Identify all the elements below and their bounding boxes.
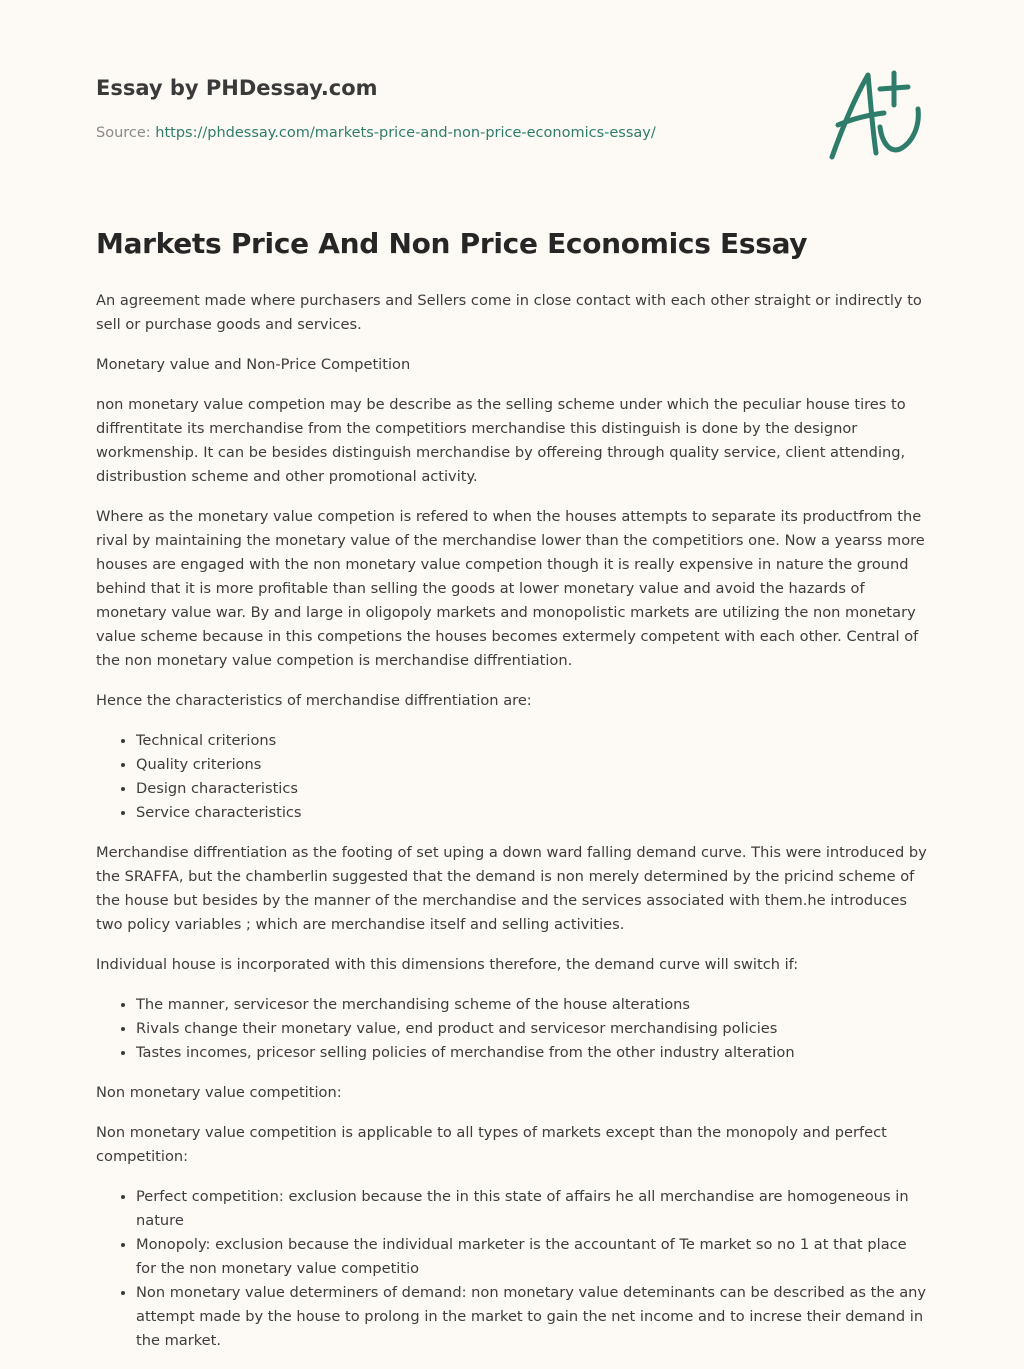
source-label: Source: xyxy=(96,125,151,141)
list-item: • Quality criterions xyxy=(136,753,928,777)
paragraph: Hence the characteristics of merchandise diffrentiation are: xyxy=(96,692,532,709)
list-item: • Perfect competition: exclusion because the in this state of affairs he all merchandise are homogeneous in nature xyxy=(136,1185,928,1233)
a-plus-logo-icon xyxy=(828,69,928,161)
bullet-list xyxy=(96,1185,928,1353)
list-item: • Non monetary value determiners of demand: non monetary value deteminants can be described as the any attempt made by the house to prolong in the market to gain the net income and to increse their demand in the market. xyxy=(136,1281,928,1353)
paragraph: Non monetary value competition is applicable to all types of markets except than the monopoly and perfect competition: xyxy=(96,1124,887,1165)
paragraph: Non monetary value competition: xyxy=(96,1084,342,1101)
list-item: • Rivals change their monetary value, end product and servicesor merchandising policies xyxy=(136,1017,928,1041)
source-line xyxy=(96,125,656,141)
site-title: Essay by PHDessay.com xyxy=(96,76,378,100)
list-item: • Service characteristics xyxy=(136,801,928,825)
bullet-list xyxy=(96,993,928,1065)
list-item: • Tastes incomes, pricesor selling policies of merchandise from the other industry alteration xyxy=(136,1041,928,1065)
list-item: • Monopoly: exclusion because the individual marketer is the accountant of Te market so no 1 at that place for the non monetary value competitio xyxy=(136,1233,928,1281)
essay-title: Markets Price And Non Price Economics Essay xyxy=(96,227,808,260)
paragraph: An agreement made where purchasers and Sellers come in close contact with each other straight or indirectly to sell or purchase goods and services. xyxy=(96,292,922,333)
list-item: • Technical criterions xyxy=(136,729,928,753)
list-item: • The manner, servicesor the merchandising scheme of the house alterations xyxy=(136,993,928,1017)
header xyxy=(96,72,928,182)
paragraph: Individual house is incorporated with this dimensions therefore, the demand curve will switch if: xyxy=(96,956,799,973)
source-link[interactable]: https://phdessay.com/markets-price-and-non-price-economics-essay/ xyxy=(155,125,656,141)
paragraph: non monetary value competion may be describe as the selling scheme under which the peculiar house tires to diffrentitate its merchandise from the competitiors merchandise this distinguish is done by the designor workmenship. It can be besides distinguish merchandise by offereing through quality service, client attending, distribustion scheme and other promotional activity. xyxy=(96,396,906,485)
bullet-list xyxy=(96,729,928,825)
paragraph: Merchandise diffrentiation as the footing of set uping a down ward falling demand curve. This were introduced by the SRAFFA, but the chamberlin suggested that the demand is non merely determined by the pricind scheme of the house but besides by the manner of the merchandise and the services associated with them.he introduces two policy variables ; which are merchandise itself and selling activities. xyxy=(96,844,927,933)
list-item: • Design characteristics xyxy=(136,777,928,801)
essay-content xyxy=(96,226,928,1369)
paragraph: Where as the monetary value competion is refered to when the houses attempts to separate its productfrom the rival by maintaining the monetary value of the merchandise lower than the competitiors one. Now a yearss more houses are engaged with the non monetary value competion though it is really expensive in nature the ground behind that it is more profitable than selling the goods at lower monetary value and avoid the hazards of monetary value war. By and large in oligopoly markets and monopolistic markets are utilizing the non monetary value scheme because in this competions the houses becomes extermely competent with each other. Central of the non monetary value competion is merchandise diffrentiation. xyxy=(96,508,925,669)
paragraph: Monetary value and Non-Price Competition xyxy=(96,356,411,373)
